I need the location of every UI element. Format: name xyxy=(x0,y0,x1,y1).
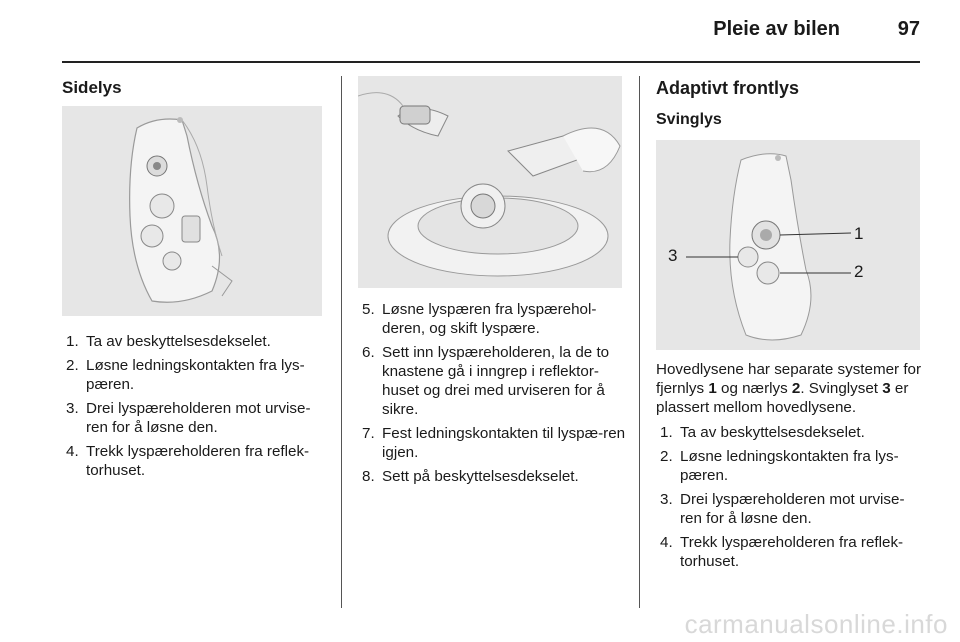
list-item: 3. Drei lyspæreholderen mot urvise-ren for å løsne den. xyxy=(660,491,905,527)
list-item: 1. Ta av beskyttelsesdekselet. xyxy=(66,333,271,350)
page-number: 97 xyxy=(897,18,920,40)
list-item: 4. Trekk lyspæreholderen fra reflek-torhuset. xyxy=(66,443,310,479)
right-steps-list xyxy=(656,423,926,576)
list-item: 1. Ta av beskyttelsesdekselet. xyxy=(660,424,865,441)
headlamp-illustration xyxy=(656,140,920,350)
section-heading-sidelys: Sidelys xyxy=(62,78,122,97)
list-item: 2. Løsne ledningskontakten fra lys-pæren. xyxy=(660,448,899,484)
figure-headlamp xyxy=(656,140,920,350)
list-item: 7. Fest ledningskontakten til lyspæ-ren igjen. xyxy=(362,425,626,461)
section-heading-adaptive: Adaptivt frontlys xyxy=(656,78,800,98)
list-item: 4. Trekk lyspæreholderen fra reflek-torhuset. xyxy=(660,534,904,570)
figure-side-light xyxy=(62,106,322,316)
adaptive-description: Hovedlysene har separate systemer for fjernlys 1 og nærlys 2. Svinglyset 3 er plassert mellom hovedlysene. xyxy=(656,361,922,416)
side-light-illustration xyxy=(62,106,322,316)
subheading-svinglys: Svinglys xyxy=(656,111,722,128)
column-divider-left xyxy=(341,76,342,608)
callout-3: 3 xyxy=(668,246,678,265)
header-rule xyxy=(62,61,920,63)
list-item: 6. Sett inn lyspæreholderen, la de to knastene gå i inngrep i reflektor-huset og drei med urviseren for å sikre. xyxy=(362,344,610,418)
list-item: 8. Sett på beskyttelsesdekselet. xyxy=(362,468,579,485)
page-title: Pleie av bilen xyxy=(713,18,840,40)
callout-2: 2 xyxy=(854,262,864,281)
bulb-holder-illustration xyxy=(358,76,622,288)
middle-steps-list xyxy=(358,300,628,491)
left-steps-list xyxy=(62,332,327,485)
list-item: 5. Løsne lyspæren fra lyspærehol-deren, og skift lyspære. xyxy=(362,301,597,337)
column-divider-right xyxy=(639,76,640,608)
list-item: 2. Løsne ledningskontakten fra lys-pæren. xyxy=(66,357,305,393)
callout-1: 1 xyxy=(854,224,864,243)
figure-bulb-holder xyxy=(358,76,622,288)
watermark: carmanualsonline.info xyxy=(684,609,948,639)
list-item: 3. Drei lyspæreholderen mot urvise-ren for å løsne den. xyxy=(66,400,311,436)
